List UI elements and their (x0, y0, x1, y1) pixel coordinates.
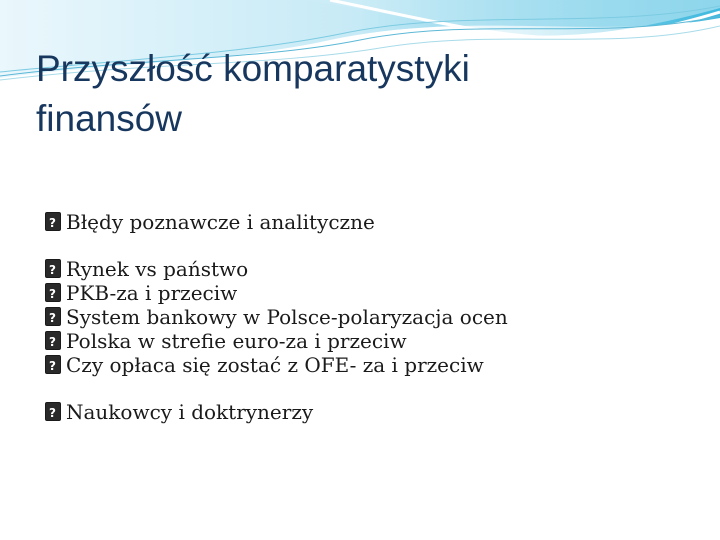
list-item-text: PKB-za i przeciw (66, 281, 238, 305)
list-item-text: Błędy poznawcze i analityczne (66, 210, 375, 234)
list-item-text: Naukowcy i doktrynerzy (66, 400, 314, 424)
list-item (45, 281, 685, 305)
list-item-text: Polska w strefie euro-za i przeciw (66, 329, 407, 353)
missing-glyph-bullet-icon (45, 307, 61, 326)
missing-glyph-bullet-icon (45, 283, 61, 302)
list-item-text: Rynek vs państwo (66, 257, 249, 281)
missing-glyph-bullet-icon (45, 355, 61, 374)
spacer (45, 377, 685, 400)
list-item (45, 400, 685, 424)
missing-glyph-bullet-icon (45, 331, 61, 350)
list-item (45, 353, 685, 377)
list-item (45, 329, 685, 353)
slide-title-line-2: finansów (36, 98, 183, 139)
slide-title-line-1: Przyszłość komparatystyki (36, 48, 470, 89)
list-item-text: System bankowy w Polsce-polaryzacja ocen (66, 305, 508, 329)
list-item (45, 257, 685, 281)
spacer (45, 234, 685, 257)
missing-glyph-bullet-icon (45, 402, 61, 421)
list-item (45, 305, 685, 329)
list-item-text: Czy opłaca się zostać z OFE- za i przeciw (66, 353, 484, 377)
slide-title (36, 44, 676, 144)
bullet-list (45, 210, 685, 424)
missing-glyph-bullet-icon (45, 212, 61, 231)
missing-glyph-bullet-icon (45, 259, 61, 278)
list-item (45, 210, 685, 234)
